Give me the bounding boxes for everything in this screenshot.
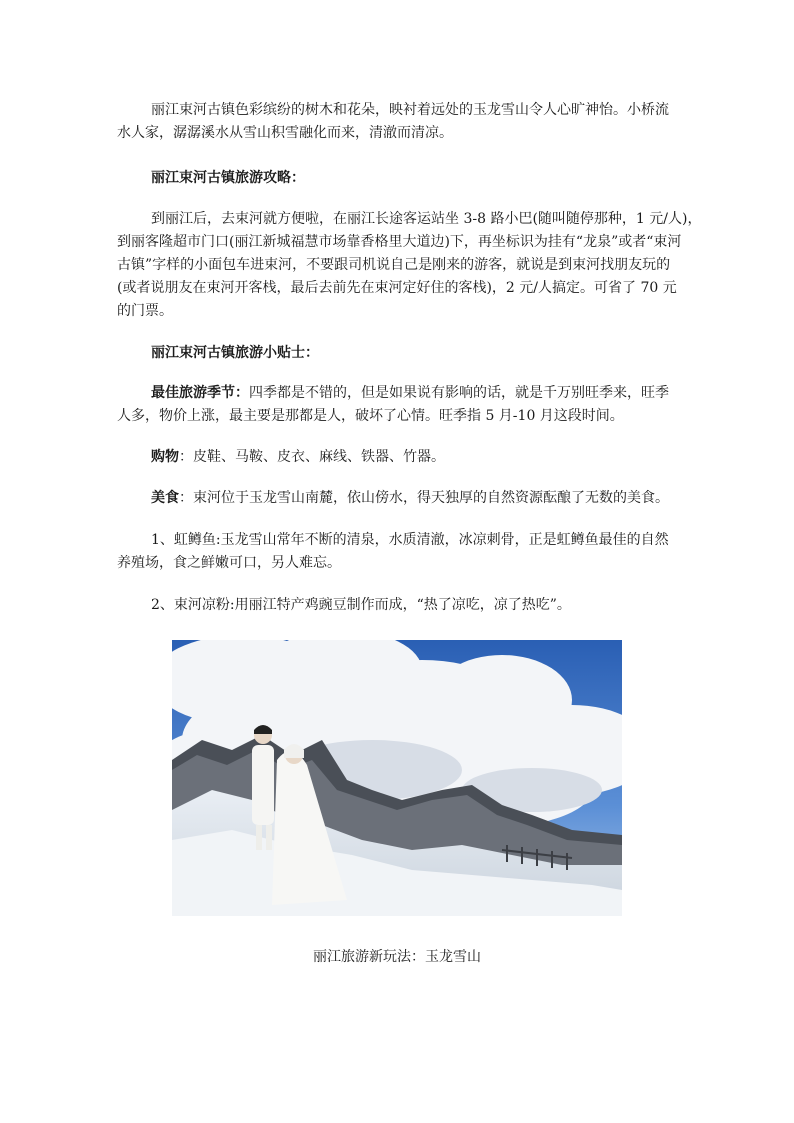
guide-line-1: 到丽江后，去束河就方便啦，在丽江长途客运站坐 3-8 路小巴(随叫随停那种，1 元/人)， — [151, 211, 702, 227]
guide-paragraph — [117, 208, 702, 323]
food-item-2: 2、束河凉粉:用丽江特产鸡豌豆制作而成，“热了凉吃，凉了热吃”。 — [151, 597, 571, 613]
snow-mountain-photo — [172, 640, 622, 916]
food-item-1: 1、虹鳟鱼:玉龙雪山常年不断的清泉，水质清澈，冰凉刺骨，正是虹鳟鱼最佳的自然 养殖场，食之鲜嫩可口，另人难忘。 — [117, 532, 669, 571]
season-label: 最佳旅游季节： — [151, 385, 249, 401]
intro-paragraph — [117, 99, 682, 145]
shopping-paragraph: 购物：皮鞋、马鞍、皮衣、麻线、铁器、竹器。 — [151, 449, 445, 465]
guide-line-4: (或者说朋友在束河开客栈，最后去前先在束河定好住的客栈)，2 元/人搞定。可省了 70 元 — [117, 280, 677, 296]
tips-heading: 丽江束河古镇旅游小贴士： — [151, 345, 319, 361]
season-paragraph: 最佳旅游季节：四季都是不错的，但是如果说有影响的话，就是千万别旺季来，旺季 人多，物价上涨，最主要是那都是人，破坏了心情。旺季指 5 月-10 月这段时间。 — [117, 385, 669, 424]
photo-illustration — [172, 640, 622, 916]
guide-line-2: 到丽客隆超市门口(丽江新城福慧市场靠香格里大道边)下，再坐标识为挂有“龙泉”或者“束河 — [117, 234, 682, 250]
intro-line-2: 水人家，潺潺溪水从雪山积雪融化而来，清澈而清凉。 — [117, 125, 453, 141]
guide-line-3: 古镇”字样的小面包车进束河，不要跟司机说自己是刚来的游客，就说是到束河找朋友玩的 — [117, 257, 671, 273]
photo-caption: 丽江旅游新玩法：玉龙雪山 — [313, 949, 481, 965]
food-paragraph: 美食：束河位于玉龙雪山南麓，依山傍水，得天独厚的自然资源酝酿了无数的美食。 — [151, 490, 669, 506]
guide-heading: 丽江束河古镇旅游攻略： — [151, 170, 305, 186]
food-label: 美食 — [151, 490, 179, 506]
shopping-label: 购物 — [151, 449, 179, 465]
guide-line-5: 的门票。 — [117, 303, 173, 319]
intro-line-1: 丽江束河古镇色彩缤纷的树木和花朵，映衬着远处的玉龙雪山令人心旷神怡。小桥流 — [151, 102, 669, 118]
